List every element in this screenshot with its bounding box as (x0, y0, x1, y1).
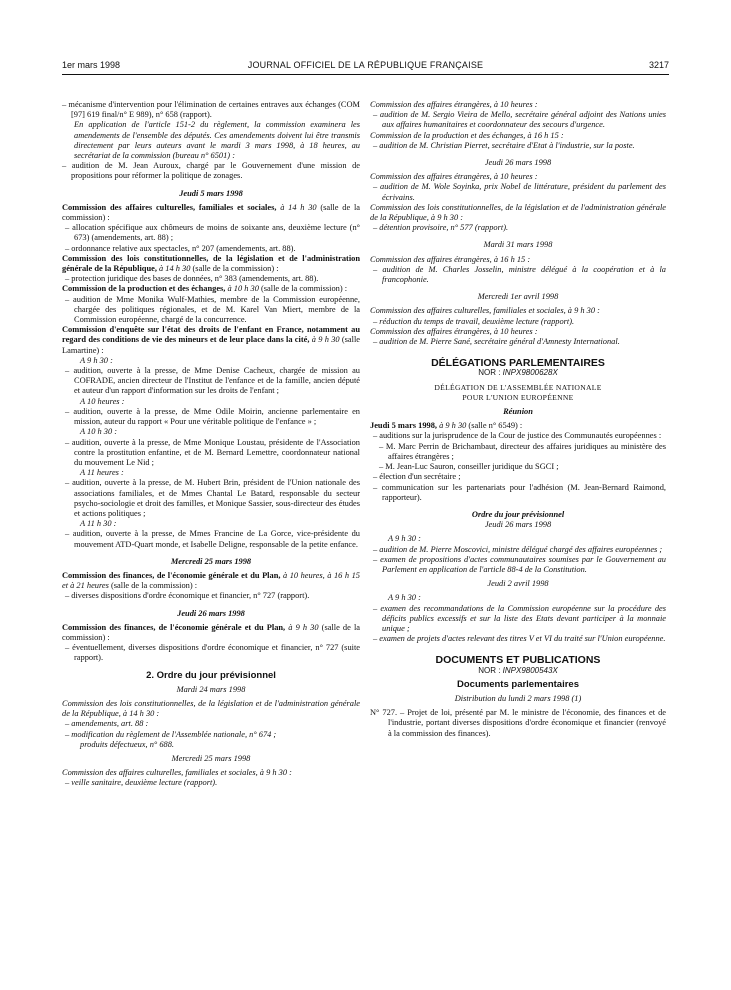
meeting-time: à 9 h 30 (437, 421, 467, 431)
commission-name: Commission d'enquête sur l'état des droits de l'enfant en France, notamment au regard des conditions de vie des mineurs et de leur place dans la cité, (62, 325, 360, 345)
list-item: – diverses dispositions d'ordre économique et financier, n° 727 (rapport). (65, 591, 310, 601)
list-item: – audition, ouverte à la presse, de Mme Monique Loustau, présidente de l'Association contre la prostitution enfantine, et de M. Bernard Lemettre, coordonnateur national du mouvement Le Nid ; (65, 437, 360, 467)
commission-entry: Commission des lois constitutionnelles, de la législation et de l'administration générale de la République, à 14 h 30 : (62, 698, 360, 719)
list-item: – amendements, art. 88 : (65, 719, 149, 729)
subheading-agenda: Ordre du jour prévisionnel (471, 509, 565, 519)
date-heading: Mercredi 25 mars 1998 (170, 556, 252, 566)
list-item: – veille sanitaire, deuxième lecture (rapport). (65, 778, 218, 788)
time-label: A 9 h 30 : (388, 593, 421, 603)
commission-entry (62, 284, 360, 294)
list-item: – allocation spécifique aux chômeurs de moins de soixante ans, deuxième lecture (n° 673) (amendements, art. 88) ; (65, 223, 360, 243)
commission-room: (salle de la commission) : (108, 581, 198, 591)
section-heading: 2. Ordre du jour prévisionnel (146, 669, 276, 681)
list-item: – audition de M. Pierre Moscovici, ministre délégué chargé des affaires européennes ; (373, 544, 663, 554)
nor-code: INPX9800628X (502, 368, 558, 378)
subheading-reunion: Réunion (503, 407, 533, 417)
commission-entry (62, 623, 360, 643)
subheading-documents-parlementaires: Documents parlementaires (457, 678, 579, 690)
section-title-delegations: DÉLÉGATIONS PARLEMENTAIRES (431, 357, 605, 370)
paragraph-note: En application de l'article 151-2 du règlement, la commission examinera les amendements de l'ensemble des députés. Ces amendements doivent lui être transmis directement par leurs auteurs avant le mardi 3 mars 1998, à 18 heures, au secrétariat de la commission (bureau n° 6501) : (74, 120, 360, 161)
list-item: – audition de Mme Monika Wulf-Mathies, membre de la Commission européenne, chargée des politiques régionales, et de M. Karel Van Miert, membre de la Commission européenne, chargé de la concurrence. (65, 294, 360, 325)
date-heading: Jeudi 2 avril 1998 (487, 579, 549, 589)
delegation-subtitle: DÉLÉGATION DE L'ASSEMBLÉE NATIONALE (434, 382, 602, 392)
time-label: A 11 heures : (80, 468, 124, 478)
commission-time: à 9 h 30 (285, 622, 319, 632)
date-heading: Jeudi 26 mars 1998 (484, 520, 552, 530)
commission-room: (salle de la commission) : (258, 284, 348, 294)
list-item: – audition, ouverte à la presse, de M. Hubert Brin, président de l'Union nationale des associations familiales, et de Mmes Chantal Le Batard, responsable du secteur psycho-sociologie et droit des familles, et Monique Sassier, sous-directeur des études et actions politiques ; (65, 478, 360, 518)
nor-reference (370, 666, 666, 676)
list-item: – audition, ouverte à la presse, de Mmes Francine de La Gorce, vice-présidente du mouvement ATD-Quart monde, et Isabelle Deligne, responsable de la petite enfance. (65, 529, 360, 549)
commission-entry: Commission des affaires étrangères, à 10 heures : (370, 100, 538, 109)
list-item: – audition de M. Pierre Sané, secrétaire général d'Amnesty International. (373, 337, 620, 347)
time-label: A 10 heures : (80, 396, 125, 406)
commission-room: (salle de la commission) : (62, 202, 360, 223)
commission-name: Commission des finances, de l'économie générale et du Plan, (62, 622, 286, 632)
nor-label: NOR : (478, 665, 503, 675)
meeting-entry (370, 421, 666, 431)
list-item: – audition, ouverte à la presse, de Mme Odile Moirin, ancienne parlementaire en mission, auteur du rapport « Pour une véritable politique de l'enfance » ; (65, 406, 360, 427)
commission-entry (62, 203, 360, 223)
list-item: – examen de projets d'actes relevant des titres V et VI du traité sur l'Union européenne. (373, 634, 666, 644)
commission-time: à 9 h 30 (309, 335, 340, 345)
commission-entry: Commission des affaires étrangères, à 10 heures : (370, 172, 538, 182)
commission-name: Commission des affaires culturelles, familiales et sociales, (62, 202, 277, 212)
commission-time: à 10 h 30 (225, 284, 259, 294)
header-rule (62, 74, 669, 75)
section-title-documents: DOCUMENTS ET PUBLICATIONS (435, 654, 601, 667)
list-item: – ordonnance relative aux spectacles, n° 207 (amendements, art. 88). (65, 243, 296, 253)
commission-entry: Commission des affaires étrangères, à 16 h 15 : (370, 254, 531, 264)
commission-entry: Commission de la production et des échanges, à 16 h 15 : (370, 130, 564, 140)
running-header (62, 60, 669, 74)
commission-entry (62, 325, 360, 356)
list-item: – éventuellement, diverses dispositions d'ordre économique et financier, n° 727 (suite rapport). (65, 643, 360, 663)
list-item: – audition de M. Christian Pierret, secrétaire d'Etat à l'industrie, sur la poste. (373, 140, 635, 150)
right-column (370, 100, 666, 739)
date-heading: Mercredi 25 mars 1998 (171, 753, 251, 763)
list-item: – M. Marc Perrin de Brichambaut, directeur des affaires juridiques au ministère des affaires étrangères ; (379, 441, 666, 461)
header-title: JOURNAL OFFICIEL DE LA RÉPUBLIQUE FRANÇAISE (247, 60, 484, 70)
time-label: A 9 h 30 : (80, 355, 113, 365)
commission-entry (62, 254, 360, 274)
nor-reference (370, 368, 666, 378)
meeting-date: Jeudi 5 mars 1998, (370, 421, 437, 431)
commission-entry: Commission des affaires culturelles, familiales et sociales, à 9 h 30 : (62, 768, 292, 778)
list-item: – audition de M. Charles Josselin, ministre délégué à la coopération et à la francophonie. (373, 264, 666, 285)
meeting-room: (salle n° 6549) : (466, 421, 523, 431)
commission-entry (62, 571, 360, 591)
commission-time: à 10 heures, à 16 h 15 et à 21 heures (62, 570, 360, 591)
nor-code: INPX9800543X (502, 665, 558, 675)
list-item: – modification du règlement de l'Assemblée nationale, n° 674 ; (65, 729, 277, 739)
list-item: – communication sur les partenariats pour l'adhésion (M. Jean-Bernard Raimond, rapporteur). (373, 482, 666, 502)
header-date: 1er mars 1998 (62, 60, 121, 70)
date-heading: Jeudi 5 mars 1998 (179, 188, 243, 198)
document-entry: N° 727. – Projet de loi, présenté par M. le ministre de l'économie, des finances et de l'industrie, portant diverses dispositions d'ordre économique et financier (renvoyé à la commission des finances). (370, 708, 666, 738)
nor-label: NOR : (478, 368, 503, 378)
commission-name: Commission des finances, de l'économie générale et du Plan, (62, 570, 281, 580)
left-column (62, 100, 360, 789)
list-item: – M. Jean-Luc Sauron, conseiller juridique du SGCI ; (379, 462, 559, 472)
paragraph: – audition de M. Jean Auroux, chargé par le Gouvernement d'une mission de propositions pour réformer la politique de zonages. (62, 161, 360, 181)
list-item: – réduction du temps de travail, deuxième lecture (rapport). (373, 316, 575, 326)
paragraph: – mécanisme d'intervention pour l'élimination de certaines entraves aux échanges (COM [97] 619 final/n° E 989), n° 658 (rapport). (62, 100, 360, 120)
commission-time: à 14 h 30 (156, 264, 191, 274)
commission-room: (salle de la commission) : (190, 264, 279, 274)
date-heading: Jeudi 26 mars 1998 (484, 158, 552, 168)
list-item: – auditions sur la jurisprudence de la Cour de justice des Communautés européennes : (373, 431, 662, 441)
distribution-date: Distribution du lundi 2 mars 1998 (1) (454, 693, 582, 703)
list-item: – audition de M. Sergio Vieira de Mello, secrétaire général adjoint des Nations unies aux affaires humanitaires et coordonnateur des secours d'urgence. (373, 110, 666, 130)
delegation-subtitle: POUR L'UNION EUROPÉENNE (462, 392, 574, 402)
list-item: – élection d'un secrétaire ; (373, 472, 461, 482)
commission-time: à 14 h 30 (276, 202, 317, 212)
date-heading: Mardi 31 mars 1998 (483, 240, 553, 250)
list-item: produits défectueux, n° 688. (80, 739, 174, 749)
commission-room: (salle de la commission) : (62, 622, 361, 642)
list-item: – détention provisoire, n° 577 (rapport). (373, 223, 509, 233)
list-item: – protection juridique des bases de données, n° 383 (amendements, art. 88). (65, 274, 319, 284)
list-item: – examen de propositions d'actes communautaires soumises par le Gouvernement au Parlement en application de l'article 88-4 de la Constitution. (373, 554, 666, 574)
commission-room: (salle Lamartine) : (62, 335, 361, 355)
time-label: A 10 h 30 : (80, 427, 118, 437)
header-page-number: 3217 (648, 60, 669, 70)
date-heading: Mardi 24 mars 1998 (176, 684, 246, 694)
commission-entry: Commission des affaires culturelles, familiales et sociales, à 9 h 30 : (370, 306, 600, 316)
commission-name: Commission des lois constitutionnelles, de la législation et de l'administration générale de la République, (62, 253, 360, 274)
date-heading: Mercredi 1er avril 1998 (477, 292, 559, 302)
time-label: A 9 h 30 : (388, 534, 421, 544)
time-label: A 11 h 30 : (80, 519, 117, 529)
date-heading: Jeudi 26 mars 1998 (177, 608, 245, 618)
commission-entry: Commission des affaires étrangères, à 10 heures : (370, 326, 538, 336)
list-item: – examen des recommandations de la Commission européenne sur la procédure des déficits publics excessifs et sur la liste des Etats devant participer à la monnaie unique ; (373, 603, 666, 633)
list-item: – audition, ouverte à la presse, de Mme Denise Cacheux, chargée de mission au COFRADE, ancien directeur de l'Institut de l'enfance et de la famille, ancien député et auteur d'un rapport d'information sur les droits de l'enfant ; (65, 366, 360, 396)
commission-entry: Commission des lois constitutionnelles, de la législation et de l'administration générale de la République, à 9 h 30 : (370, 202, 666, 223)
list-item: – audition de M. Wole Soyinka, prix Nobel de littérature, président du parlement des écrivains. (373, 182, 666, 202)
commission-name: Commission de la production et des échanges, (62, 284, 226, 294)
